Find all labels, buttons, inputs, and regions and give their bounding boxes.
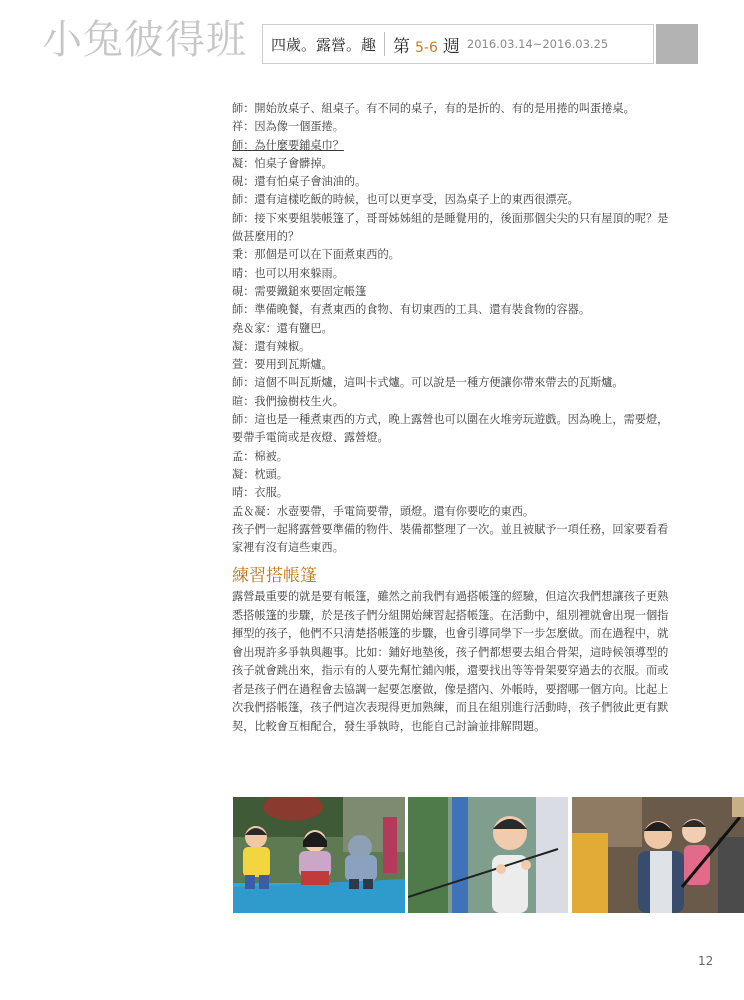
photo-indoor-tent-image xyxy=(572,797,744,913)
dialogue-line: 孟：棉被。 xyxy=(232,449,288,463)
header-corner-block xyxy=(656,24,698,64)
section-body: 露營最重要的就是要有帳篷，雖然之前我們有過搭帳篷的經驗，但這次我們想讓孩子更熟悉搭帳篷的步驟，於是孩子們分組開始練習起搭帳篷。在活動中，組別裡就會出現一個指揮型的孩子，他們不只清楚搭帳篷的步驟，也會引導同學下一步怎麼做。而在過程中，就會出現許多爭執與趣事。比如：鋪好地墊後，孩子們都想要去組合骨架，這時候領導型的孩子就會跳出來，指示有的人要先幫忙鋪內帳，還要找出等等骨架要穿過去的衣服。而或者是孩子們在過程會去協調一起要怎麼做，像是摺內、外帳時，要摺哪一個方向。比起上次我們搭帳篷，孩子們這次表現得更加熟練，而且在組別進行活動時，孩子們彼此更有默契，比較會互相配合，發生爭執時，也能自己討論並排解問題。 xyxy=(232,590,669,733)
dialogue-line: 孟＆凝：水壺要帶，手電筒要帶，頭燈。還有你要吃的東西。 xyxy=(232,504,535,518)
date-range: 2016.03.14~2016.03.25 xyxy=(466,37,609,51)
page-number: 12 xyxy=(698,954,714,968)
dialogue-line: 孩子們一起將露營要準備的物件、裝備都整理了一次。並且被賦予一項任務，回家要看看家裡有沒有這些東西。 xyxy=(232,522,669,555)
dialogue-line: 凝：還有辣椒。 xyxy=(232,339,311,353)
section-title: 練習搭帳篷 xyxy=(232,566,317,586)
dialogue-line: 堯＆家：還有鹽巴。 xyxy=(232,321,333,335)
dialogue-line: 晴：衣服。 xyxy=(232,486,288,500)
week-number: 5-6 xyxy=(415,39,438,56)
photo-tent-pole xyxy=(408,797,568,913)
photo-tent-mat-image xyxy=(233,797,405,913)
dialogue-line: 師：還有這樣吃飯的時候，也可以更享受，因為桌子上的東西很漂亮。 xyxy=(232,193,579,207)
dialogue-line: 師：這個不叫瓦斯爐，這叫卡式爐。可以說是一種方便讓你帶來帶去的瓦斯爐。 xyxy=(232,376,624,390)
dialogue-line: 硯：需要鐵鎚來要固定帳篷 xyxy=(232,284,367,298)
dialogue-line: 師：這也是一種煮東西的方式，晚上露營也可以圍在火堆旁玩遊戲。因為晚上，需要燈，要帶手電筒或是夜燈、露營燈。 xyxy=(232,413,669,445)
dialogue-line: 凝：枕頭。 xyxy=(232,467,288,481)
dialogue-line: 硯：還有怕桌子會油油的。 xyxy=(232,175,367,189)
photo-indoor-tent xyxy=(572,797,744,913)
dialogue-line: 師：為什麼要鋪桌巾？ xyxy=(232,138,344,152)
dialogue-line: 秉：那個是可以在下面煮東西的。 xyxy=(232,248,400,262)
dialogue-line: 晴：也可以用來躲雨。 xyxy=(232,266,344,280)
photo-tent-mat xyxy=(233,797,405,913)
week-label xyxy=(385,32,460,57)
dialogue-line: 師：接下來要組裝帳篷了，哥哥姊姊組的是睡覺用的，後面那個尖尖的只有屋頂的呢？是做甚麼用的？ xyxy=(232,211,669,244)
week-suffix: 週 xyxy=(442,36,460,57)
header-box xyxy=(262,24,654,64)
dialogue-line: 師：準備晚餐，有煮東西的食物、有切東西的工具、還有裝食物的容器。 xyxy=(232,303,591,317)
photo-tent-pole-image xyxy=(408,797,568,913)
dialogue-line: 暄：我們撿樹枝生火。 xyxy=(232,394,344,408)
week-prefix: 第 xyxy=(393,36,411,57)
unit-topic: 四歲。露營。趣 xyxy=(271,35,377,54)
dialogue-line: 凝：怕桌子會髒掉。 xyxy=(232,156,333,170)
brand-title: 小兔彼得班 xyxy=(42,17,247,63)
dialogue-line: 師：開始放桌子、組桌子。有不同的桌子，有的是折的、有的是用捲的叫蛋捲桌。 xyxy=(232,102,635,115)
dialogue-line: 祥：因為像一個蛋捲。 xyxy=(232,120,344,134)
dialogue-line: 萱：要用到瓦斯爐。 xyxy=(232,358,333,372)
dialogue-block xyxy=(232,100,672,557)
